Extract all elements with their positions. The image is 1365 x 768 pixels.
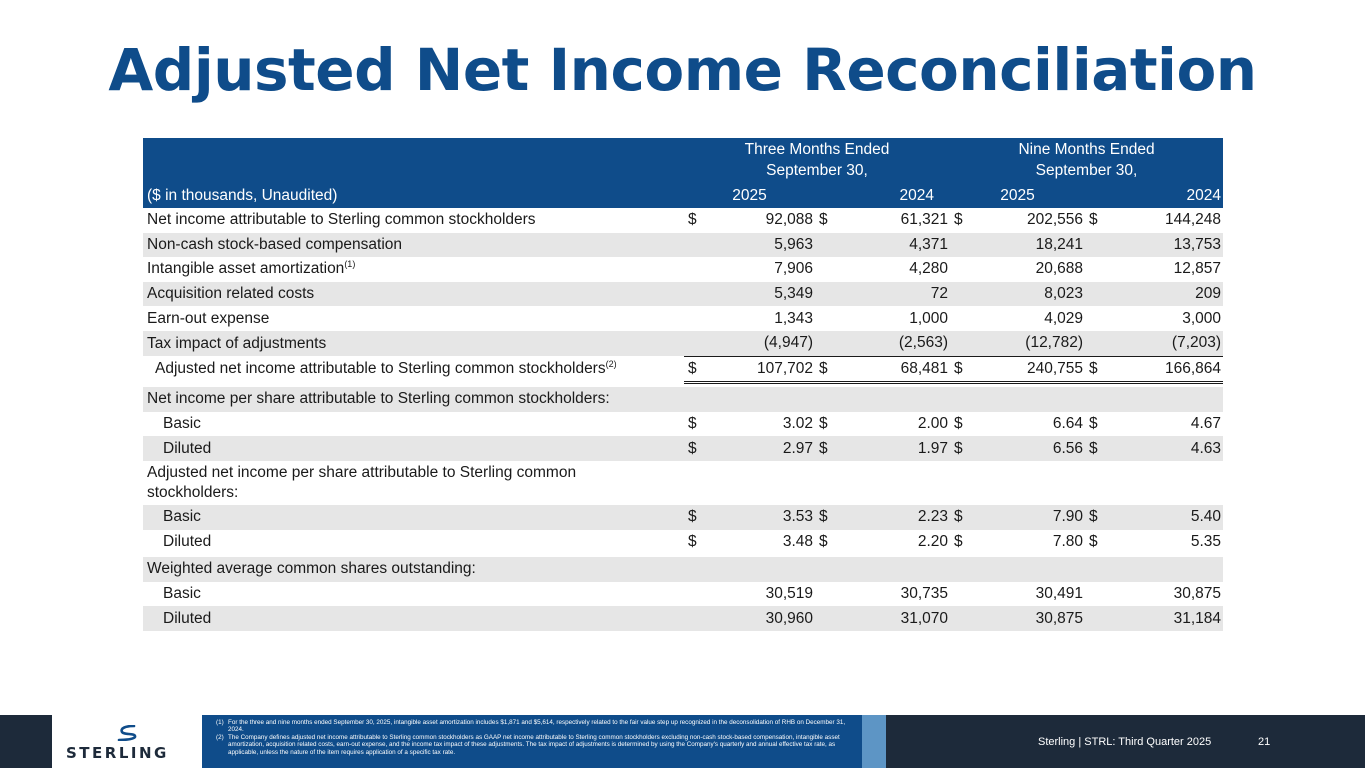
row-label: Diluted	[143, 606, 684, 631]
currency-symbol: $	[1085, 436, 1107, 461]
table-row	[143, 582, 1223, 607]
footnote-ref: (2)	[605, 359, 617, 370]
table-row	[143, 208, 1223, 233]
currency-symbol: $	[688, 415, 697, 433]
row-label: Earn-out expense	[147, 309, 270, 327]
header-group-row-1	[143, 138, 1223, 181]
cell-value: 4,371	[837, 233, 950, 258]
section-label: Weighted average common shares outstanding:	[143, 557, 1223, 582]
table-row	[143, 306, 1223, 331]
footnote: (1) For the three and nine months ended September 30, 2025, intangible asset amortization includes $1,871 and $5,614, respectively related to the fair value step up recognized in the deconsolidation of RHB on December 31, 2024.	[216, 719, 846, 734]
cell-value: 1,000	[909, 309, 949, 327]
cell-value: (4,947)	[702, 331, 815, 356]
cell-value: (7,203)	[1107, 331, 1223, 356]
cell-value: 1,343	[774, 309, 813, 327]
currency-symbol: $	[819, 211, 828, 229]
cell-value: 7,906	[774, 260, 813, 278]
table-row	[143, 257, 1223, 282]
table-row	[143, 530, 1223, 555]
cell-value: 4.67	[1190, 415, 1222, 433]
currency-symbol: $	[950, 356, 972, 383]
row-label: Basic	[143, 505, 684, 530]
cell-value: 3,000	[1182, 309, 1222, 327]
header-label: ($ in thousands, Unaudited)	[143, 181, 684, 208]
currency-symbol: $	[954, 415, 963, 433]
logo-text: STERLING	[66, 744, 169, 762]
cell-value: 3.02	[782, 415, 813, 433]
section-header-row	[143, 557, 1223, 582]
cell-value: 3.48	[782, 532, 813, 550]
cell-value: 240,755	[972, 356, 1085, 383]
section-label: Adjusted net income per share attributable to Sterling common stockholders:	[147, 463, 577, 501]
cell-value: 5.40	[1107, 505, 1223, 530]
currency-symbol: $	[815, 436, 837, 461]
section-label: Net income per share attributable to Sterling common stockholders:	[143, 387, 1223, 412]
currency-symbol: $	[1089, 415, 1098, 433]
cell-value: 13,753	[1107, 233, 1223, 258]
cell-value: 30,960	[702, 606, 815, 631]
currency-symbol: $	[954, 211, 963, 229]
footnotes	[216, 719, 856, 756]
table-row	[143, 412, 1223, 437]
cell-value: 209	[1107, 282, 1223, 307]
header-year: 2025	[950, 181, 1085, 208]
cell-value: 7.80	[1052, 532, 1084, 550]
footnote: (2) The Company defines adjusted net income attributable to Sterling common stockholders as GAAP net income attributable to Sterling common stockholders excluding non-cash stock-based compensation, intangible asset amortization, acquisition related costs, earn-out expense, and the income tax impact of these adjustments. The tax impact of adjustments is determined by using the Company's quarterly and annual effective tax rate, as applicable, unless the nature of the item requires application of a specific tax rate.	[216, 733, 840, 756]
cell-value: (12,782)	[972, 331, 1085, 356]
row-label: Tax impact of adjustments	[143, 331, 684, 356]
cell-value: 31,070	[837, 606, 950, 631]
header-three-months: Three Months Ended September 30,	[684, 138, 950, 181]
cell-value: 30,491	[1035, 585, 1084, 603]
footer-bar	[0, 715, 1365, 768]
currency-symbol: $	[819, 415, 828, 433]
currency-symbol: $	[1085, 505, 1107, 530]
currency-symbol: $	[684, 505, 702, 530]
row-label: Basic	[163, 415, 201, 433]
table-row	[143, 331, 1223, 356]
cell-value: 4,280	[909, 260, 949, 278]
header-year: 2024	[815, 181, 950, 208]
footnote-ref: (1)	[344, 259, 356, 270]
cell-value: 30,875	[972, 606, 1085, 631]
currency-symbol: $	[819, 532, 828, 550]
currency-symbol: $	[815, 505, 837, 530]
sterling-swoosh-icon	[116, 725, 140, 741]
currency-symbol: $	[684, 436, 702, 461]
cell-value: 8,023	[972, 282, 1085, 307]
cell-value: 1.97	[837, 436, 950, 461]
cell-value: 30,519	[765, 585, 813, 603]
cell-value: 12,857	[1173, 260, 1222, 278]
row-label: Acquisition related costs	[143, 282, 684, 307]
currency-symbol: $	[954, 532, 963, 550]
header-year: 2025	[684, 181, 815, 208]
section-header-row	[143, 461, 1223, 505]
cell-value: 107,702	[702, 356, 815, 383]
cell-value: 30,735	[900, 585, 949, 603]
currency-symbol: $	[688, 211, 697, 229]
cell-value: 31,184	[1107, 606, 1223, 631]
cell-value: 3.53	[702, 505, 815, 530]
header-nine-months: Nine Months Ended September 30,	[950, 138, 1223, 181]
cell-value: 61,321	[900, 211, 949, 229]
cell-value: 72	[837, 282, 950, 307]
table-row-total	[143, 356, 1223, 383]
cell-value: 202,556	[1026, 211, 1084, 229]
currency-symbol: $	[1089, 532, 1098, 550]
currency-symbol: $	[684, 356, 702, 383]
currency-symbol: $	[950, 436, 972, 461]
row-label: Diluted	[143, 436, 684, 461]
table-row	[143, 282, 1223, 307]
cell-value: 20,688	[1035, 260, 1084, 278]
cell-value: 2.00	[917, 415, 949, 433]
row-label: Adjusted net income attributable to Sterling common stockholders$^{(2)}$	[155, 359, 617, 378]
header-year-row	[143, 181, 1223, 208]
table-row	[143, 436, 1223, 461]
row-label: Net income attributable to Sterling common stockholders	[147, 211, 536, 229]
company-line: Sterling | STRL: Third Quarter 2025	[1038, 736, 1212, 748]
reconciliation-table	[143, 138, 1223, 631]
cell-value: 166,864	[1107, 356, 1223, 383]
currency-symbol: $	[815, 356, 837, 383]
cell-value: 68,481	[837, 356, 950, 383]
table-row	[143, 233, 1223, 258]
cell-value: 92,088	[765, 211, 813, 229]
logo	[52, 715, 202, 768]
table-row	[143, 606, 1223, 631]
cell-value: 4,029	[1044, 309, 1084, 327]
cell-value: 18,241	[972, 233, 1085, 258]
section-header-row	[143, 387, 1223, 412]
page-number: 21	[1258, 736, 1271, 748]
cell-value: 6.64	[1052, 415, 1084, 433]
cell-value: 6.56	[972, 436, 1085, 461]
cell-value: 144,248	[1165, 211, 1222, 229]
row-label: Basic	[163, 585, 201, 603]
row-label: Non-cash stock-based compensation	[143, 233, 684, 258]
cell-value: 2.20	[917, 532, 949, 550]
cell-value: 30,875	[1173, 585, 1222, 603]
currency-symbol: $	[1085, 356, 1107, 383]
row-label: Intangible asset amortization$^{(1)}$	[147, 259, 356, 278]
cell-value: 2.23	[837, 505, 950, 530]
cell-value: (2,563)	[837, 331, 950, 356]
cell-value: 5,963	[702, 233, 815, 258]
cell-value: 4.63	[1107, 436, 1223, 461]
page-title: Adjusted Net Income Reconciliation	[108, 36, 1257, 104]
cell-value: 2.97	[702, 436, 815, 461]
cell-value: 7.90	[972, 505, 1085, 530]
currency-symbol: $	[688, 532, 697, 550]
header-year: 2024	[1085, 181, 1223, 208]
row-label: Diluted	[163, 532, 212, 550]
currency-symbol: $	[950, 505, 972, 530]
currency-symbol: $	[1089, 211, 1098, 229]
cell-value: 5.35	[1190, 532, 1222, 550]
table-row	[143, 505, 1223, 530]
cell-value: 5,349	[702, 282, 815, 307]
accent-stripe	[862, 715, 886, 768]
